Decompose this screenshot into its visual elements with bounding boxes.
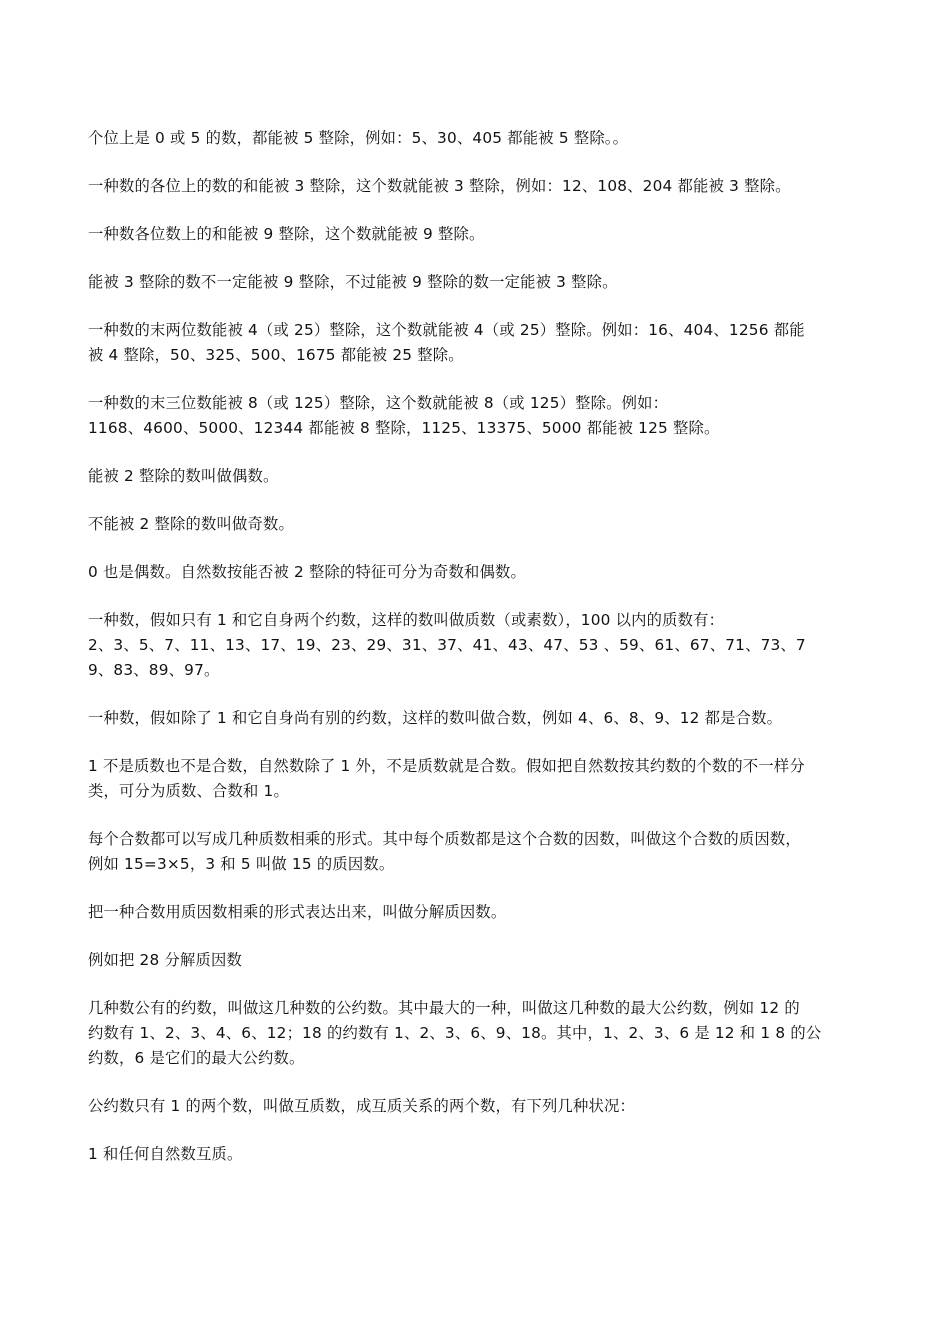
paragraph-line: 约数有 1、2、3、4、6、12；18 的约数有 1、2、3、6、9、18。其中，1、2、3、6 是 12 和 1 8 的公 bbox=[88, 1024, 822, 1042]
paragraph bbox=[88, 996, 862, 1071]
paragraph-line: 把一种合数用质因数相乘的形式表达出来，叫做分解质因数。 bbox=[88, 903, 507, 921]
paragraph bbox=[88, 608, 862, 683]
paragraph-line: 一种数，假如只有 1 和它自身两个约数，这样的数叫做质数（或素数），100 以内的质数有： bbox=[88, 611, 725, 629]
paragraph bbox=[88, 560, 862, 585]
paragraph bbox=[88, 222, 862, 247]
paragraph bbox=[88, 827, 862, 877]
paragraph-line: 被 4 整除，50、325、500、1675 都能被 25 整除。 bbox=[88, 346, 464, 364]
paragraph-line: 能被 3 整除的数不一定能被 9 整除，不过能被 9 整除的数一定能被 3 整除。 bbox=[88, 273, 618, 291]
paragraph-line: 0 也是偶数。自然数按能否被 2 整除的特征可分为奇数和偶数。 bbox=[88, 563, 526, 581]
paragraph-line: 1168、4600、5000、12344 都能被 8 整除，1125、13375、5000 都能被 125 整除。 bbox=[88, 419, 720, 437]
paragraph bbox=[88, 391, 862, 441]
document-body bbox=[88, 126, 862, 1167]
paragraph bbox=[88, 126, 862, 151]
paragraph-line: 不能被 2 整除的数叫做奇数。 bbox=[88, 515, 295, 533]
paragraph-line: 约数，6 是它们的最大公约数。 bbox=[88, 1049, 305, 1067]
paragraph bbox=[88, 464, 862, 489]
paragraph bbox=[88, 174, 862, 199]
paragraph-line: 9、83、89、97。 bbox=[88, 661, 220, 679]
paragraph-line: 一种数的各位上的数的和能被 3 整除，这个数就能被 3 整除，例如：12、108、204 都能被 3 整除。 bbox=[88, 177, 791, 195]
paragraph bbox=[88, 900, 862, 925]
paragraph-line: 一种数的末两位数能被 4（或 25）整除，这个数就能被 4（或 25）整除。例如：16、404、1256 都能 bbox=[88, 321, 805, 339]
paragraph-line: 几种数公有的约数，叫做这几种数的公约数。其中最大的一种，叫做这几种数的最大公约数，例如 12 的 bbox=[88, 999, 800, 1017]
paragraph-line: 能被 2 整除的数叫做偶数。 bbox=[88, 467, 279, 485]
paragraph bbox=[88, 512, 862, 537]
paragraph bbox=[88, 270, 862, 295]
paragraph-line: 每个合数都可以写成几种质数相乘的形式。其中每个质数都是这个合数的因数，叫做这个合数的质因数， bbox=[88, 830, 801, 848]
paragraph bbox=[88, 1142, 862, 1167]
paragraph bbox=[88, 1094, 862, 1119]
paragraph-line: 类，可分为质数、合数和 1。 bbox=[88, 782, 289, 800]
paragraph bbox=[88, 318, 862, 368]
paragraph bbox=[88, 754, 862, 804]
paragraph-line: 一种数，假如除了 1 和它自身尚有别的约数，这样的数叫做合数，例如 4、6、8、9、12 都是合数。 bbox=[88, 709, 783, 727]
paragraph-line: 1 和任何自然数互质。 bbox=[88, 1145, 243, 1163]
paragraph-line: 公约数只有 1 的两个数，叫做互质数，成互质关系的两个数，有下列几种状况： bbox=[88, 1097, 635, 1115]
paragraph-line: 个位上是 0 或 5 的数，都能被 5 整除，例如：5、30、405 都能被 5 整除。。 bbox=[88, 129, 629, 147]
paragraph-line: 2、3、5、7、11、13、17、19、23、29、31、37、41、43、47、53 、59、61、67、71、73、7 bbox=[88, 636, 806, 654]
paragraph bbox=[88, 706, 862, 731]
paragraph-line: 1 不是质数也不是合数，自然数除了 1 外，不是质数就是合数。假如把自然数按其约数的个数的不一样分 bbox=[88, 757, 805, 775]
paragraph-line: 例如把 28 分解质因数 bbox=[88, 951, 242, 969]
paragraph bbox=[88, 948, 862, 973]
paragraph-line: 例如 15=3×5，3 和 5 叫做 15 的质因数。 bbox=[88, 855, 395, 873]
paragraph-line: 一种数的末三位数能被 8（或 125）整除，这个数就能被 8（或 125）整除。例如： bbox=[88, 394, 669, 412]
paragraph-line: 一种数各位数上的和能被 9 整除，这个数就能被 9 整除。 bbox=[88, 225, 485, 243]
